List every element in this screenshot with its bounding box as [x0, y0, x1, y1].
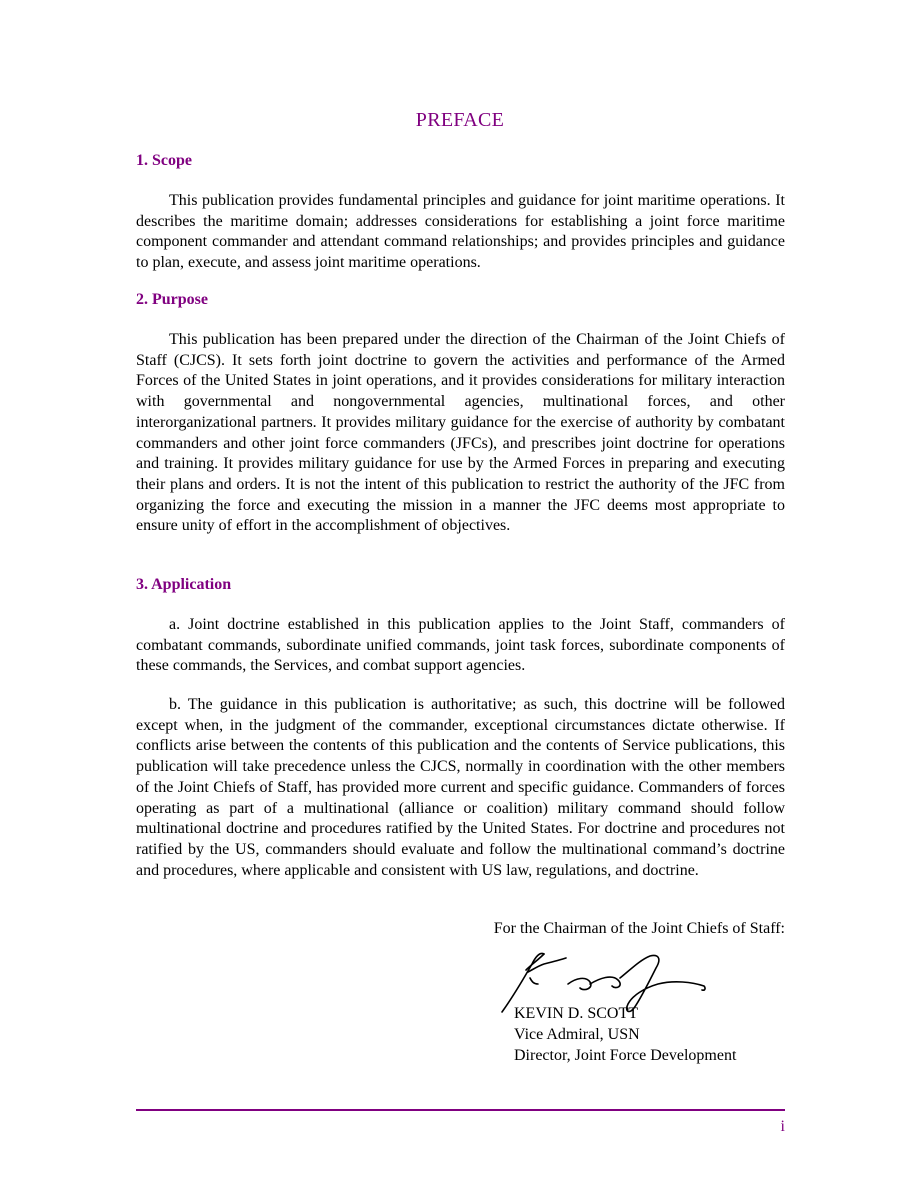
application-paragraph-a: a. Joint doctrine established in this publication applies to the Joint Staff, commanders of combatant commands, subordinate unified commands, joint task forces, subordinate components of these commands, the Services, and combat support agencies. [136, 616, 785, 675]
signatory-rank: Vice Admiral, USN [514, 1026, 640, 1043]
signatory-name: KEVIN D. SCOTT [514, 1005, 638, 1022]
section-heading-scope: 1. Scope [136, 152, 192, 169]
scope-paragraph: This publication provides fundamental principles and guidance for joint maritime operations. It describes the maritime domain; addresses considerations for establishing a joint force maritime component commander and attendant command relationships; and provides principles and guidance to plan, execute, and assess joint maritime operations. [136, 192, 785, 272]
signature-intro: For the Chairman of the Joint Chiefs of Staff: [493, 920, 785, 937]
footer-divider [136, 1109, 785, 1111]
signature-block [514, 1003, 736, 1066]
section-body-application-b [136, 695, 785, 881]
page-title: PREFACE [415, 109, 505, 131]
section-body-application-a [136, 615, 785, 677]
application-paragraph-b: b. The guidance in this publication is authoritative; as such, this doctrine will be followed except when, in the judgment of the commander, exceptional circumstances dictate otherwise. If conflicts arise between the contents of this publication and the contents of Service publications, this publication will take precedence unless the CJCS, normally in coordination with the other members of the Joint Chiefs of Staff, has provided more current and specific guidance. Commanders of forces operating as part of a multinational (alliance or coalition) military command should follow multinational doctrine and procedures ratified by the United States. For doctrine and procedures not ratified by the US, commanders should evaluate and follow the multinational command’s doctrine and procedures, where applicable and consistent with US law, regulations, and doctrine. [136, 696, 785, 879]
page-number: i [780, 1118, 785, 1135]
signatory-position: Director, Joint Force Development [514, 1047, 737, 1064]
section-body-purpose [136, 330, 785, 537]
section-heading-purpose: 2. Purpose [136, 291, 208, 308]
section-body-scope [136, 191, 785, 274]
section-heading-application: 3. Application [136, 576, 232, 593]
purpose-paragraph: This publication has been prepared under the direction of the Chairman of the Joint Chiefs of Staff (CJCS). It sets forth joint doctrine to govern the activities and performance of the Armed Forces of the United States in joint operations, and it provides considerations for military interaction with governmental and nongovernmental agencies, multinational forces, and other interorganizational partners. It provides military guidance for the exercise of authority by combatant commanders and other joint force commanders (JFCs), and prescribes joint doctrine for operations and training. It provides military guidance for use by the Armed Forces in preparing and executing their plans and orders. It is not the intent of this publication to restrict the authority of the JFC from organizing the force and executing the mission in a manner the JFC deems most appropriate to ensure unity of effort in the accomplishment of objectives. [136, 331, 785, 535]
